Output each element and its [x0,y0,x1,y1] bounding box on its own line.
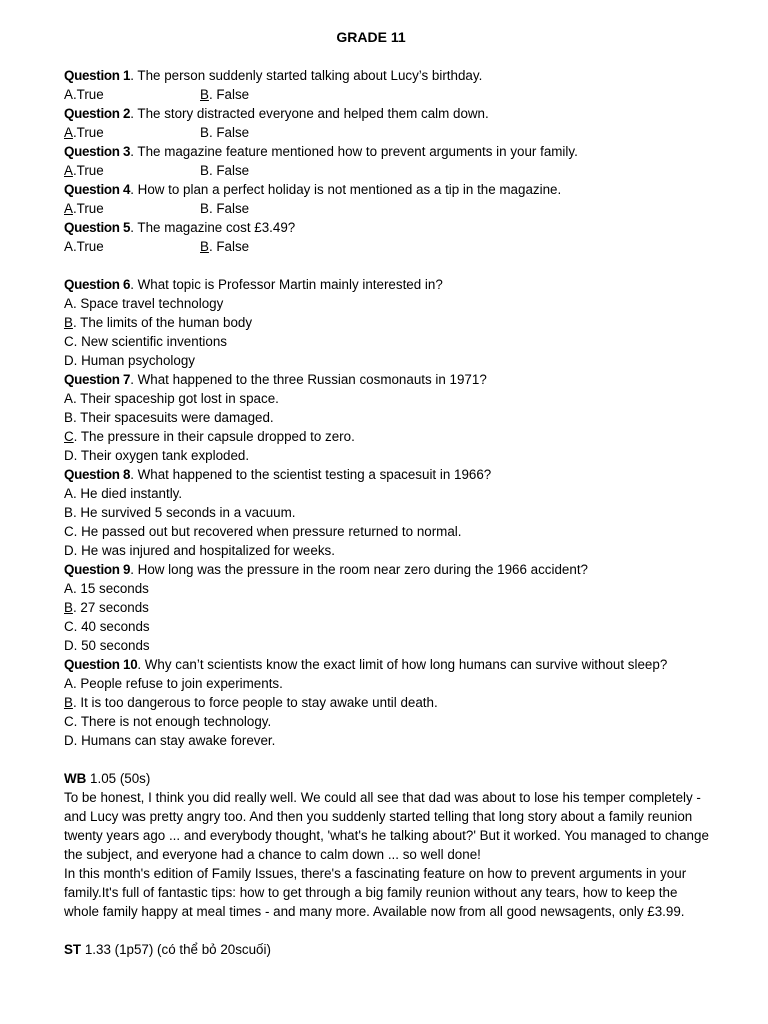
question-label: Question 7 [64,372,131,387]
question-text: . Why can’t scientists know the exact limit of how long humans can survive without sleep? [137,657,668,672]
option-letter: D [64,448,74,463]
answer-option [64,522,714,541]
st-reference: 1.33 (1p57) (có thể bỏ 20scuối) [81,942,271,957]
answer-options [64,199,714,218]
question-line [64,465,714,484]
option-letter: A [64,87,73,102]
option-letter: D [64,638,74,653]
answer-option [64,579,714,598]
st-section [64,940,714,959]
option-text: . It is too dangerous to force people to stay awake until death. [72,695,438,710]
answer-option-a [64,199,200,218]
section-gap [64,750,714,769]
question-text: . The magazine cost £3.49? [130,220,296,235]
answer-option [64,693,714,712]
option-text: . Space travel technology [72,296,224,311]
option-letter: A [64,201,73,216]
answer-option [64,731,714,750]
wb-section [64,769,714,921]
question-line [64,218,714,237]
answer-option-b [200,199,249,218]
question-text: . How long was the pressure in the room near zero during the 1966 accident? [130,562,588,577]
option-letter: C [64,334,74,349]
question-line [64,655,714,674]
question-label: Question 5 [64,220,131,235]
wb-label: WB [64,771,87,786]
option-text: . 40 seconds [73,619,150,634]
answer-option-a [64,123,200,142]
question-label: Question 8 [64,467,131,482]
question-label: Question 1 [64,68,131,83]
question-text: . What happened to the scientist testing a spacesuit in 1966? [130,467,492,482]
answer-option [64,294,714,313]
question-text: . The person suddenly started talking about Lucy’s birthday. [130,68,483,83]
answer-option [64,674,714,693]
answer-option [64,598,714,617]
wb-header [64,769,714,788]
wb-paragraph-1: To be honest, I think you did really well. We could all see that dad was about to lose his temper completely - and Lucy was pretty angry too. And then you suddenly started telling that long story about a family reunion twenty years ago ... and everybody thought, 'what's he talking about?' But it worked. You managed to change the subject, and everyone had a chance to calm down ... so well done! [64,790,709,862]
option-letter: B [200,201,209,216]
option-letter: B [64,315,73,330]
option-text: . The limits of the human body [72,315,253,330]
question-label: Question 6 [64,277,131,292]
option-text: . Human psychology [73,353,195,368]
question-line [64,560,714,579]
answer-option-a [64,85,200,104]
section-gap [64,256,714,275]
question-line [64,275,714,294]
option-letter: B [200,163,209,178]
answer-option-b [200,161,249,180]
option-letter: A [64,391,73,406]
question-label: Question 4 [64,182,131,197]
answer-option-a [64,237,200,256]
option-letter: B [64,410,73,425]
option-text: . Their oxygen tank exploded. [73,448,250,463]
option-text: . 27 seconds [72,600,149,615]
option-letter: C [64,429,74,444]
answer-option [64,351,714,370]
answer-option [64,503,714,522]
question-label: Question 3 [64,144,131,159]
option-letter: B [64,600,73,615]
option-letter: D [64,543,74,558]
st-label: ST [64,942,82,957]
option-text: . He died instantly. [72,486,183,501]
answer-option [64,617,714,636]
answer-option [64,389,714,408]
option-text: . False [208,239,250,254]
question-line [64,66,714,85]
option-letter: B [200,87,209,102]
option-text: . Humans can stay awake forever. [73,733,276,748]
option-text: . New scientific inventions [73,334,227,349]
question-text: . The magazine feature mentioned how to prevent arguments in your family. [130,144,578,159]
option-letter: C [64,714,74,729]
option-letter: B [64,505,73,520]
option-text: .True [72,201,104,216]
option-text: .True [72,239,104,254]
answer-option [64,446,714,465]
answer-option [64,636,714,655]
answer-option-a [64,161,200,180]
st-header [64,940,714,959]
option-text: .True [72,163,104,178]
option-letter: A [64,296,73,311]
true-false-section [64,66,714,256]
option-letter: A [64,676,73,691]
answer-option [64,332,714,351]
document-page [64,28,714,959]
question-label: Question 2 [64,106,131,121]
option-text: . People refuse to join experiments. [72,676,283,691]
option-letter: D [64,353,74,368]
option-letter: A [64,486,73,501]
option-letter: C [64,524,74,539]
question-label: Question 10 [64,657,138,672]
question-line [64,180,714,199]
option-text: . He passed out but recovered when pressure returned to normal. [73,524,462,539]
section-gap [64,921,714,940]
option-text: . The pressure in their capsule dropped to zero. [73,429,355,444]
question-text: . The story distracted everyone and helped them calm down. [130,106,489,121]
answer-option [64,313,714,332]
wb-reference: 1.05 (50s) [86,771,151,786]
answer-options [64,237,714,256]
question-line [64,142,714,161]
page-title: GRADE 11 [336,29,406,45]
option-text: . Their spacesuits were damaged. [72,410,274,425]
option-letter: B [64,695,73,710]
option-text: . Their spaceship got lost in space. [72,391,279,406]
answer-options [64,123,714,142]
option-text: . 15 seconds [72,581,149,596]
question-line [64,104,714,123]
option-text: . He survived 5 seconds in a vacuum. [72,505,296,520]
question-text: . What topic is Professor Martin mainly interested in? [130,277,443,292]
option-letter: B [200,125,209,140]
answer-option-b [200,123,249,142]
option-text: . There is not enough technology. [73,714,272,729]
option-letter: B [200,239,209,254]
option-text: . False [208,201,250,216]
option-letter: A [64,163,73,178]
answer-option-b [200,85,249,104]
question-text: . What happened to the three Russian cosmonauts in 1971? [130,372,487,387]
question-text: . How to plan a perfect holiday is not mentioned as a tip in the magazine. [130,182,562,197]
question-line [64,370,714,389]
answer-option [64,712,714,731]
answer-options [64,161,714,180]
option-text: .True [72,125,104,140]
answer-options [64,85,714,104]
option-letter: C [64,619,74,634]
option-text: . He was injured and hospitalized for weeks. [73,543,335,558]
option-letter: A [64,125,73,140]
answer-option [64,427,714,446]
answer-option [64,408,714,427]
answer-option-b [200,237,249,256]
option-letter: D [64,733,74,748]
multiple-choice-section [64,275,714,750]
wb-paragraph-2: In this month's edition of Family Issues, there's a fascinating feature on how to prevent arguments in your family.It's full of fantastic tips: how to get through a big family reunion without any tears, how to keep the whole family happy at meal times - and many more. Available now from all good newsagents, only £3.99. [64,866,687,919]
option-text: . False [208,163,250,178]
option-text: . 50 seconds [73,638,150,653]
option-letter: A [64,581,73,596]
option-text: . False [208,87,250,102]
answer-option [64,541,714,560]
option-text: . False [208,125,250,140]
question-label: Question 9 [64,562,131,577]
option-letter: A [64,239,73,254]
option-text: .True [72,87,104,102]
answer-option [64,484,714,503]
